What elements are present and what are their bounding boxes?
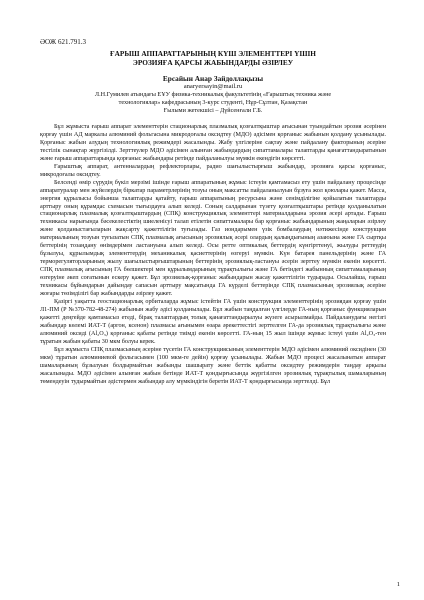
body-paragraph: Белсенді өмір сүрудің бүкіл мерзімі ішінде ғарыш аппаратының жұмыс істеуін қамтамасыз ету үшін пайдалану процесінде аппаратуралар мен жүйелердің біркатар параметрлерінің тозуы оның максатты пайдаланылуын бұзуға жол қоюлары қажет. Масса, энергия құрылысы бойынша талаптарды қатайту, ғарыш аппаратының ресурсына және сенімділігіне қойылатын талаптарды арттыру оның құрамдас схемасын тығыздауға алып келеді. Соның салдарынан түзету қозғалтқыштары ретінде қолданылатын стационарлық плазмалық қозғалтқыштардың (СПҚ) конструкциялық элементтері материалдарына эрозия әсері артады. Ғарыш техникасы нарығында бәсекелестіктің шиеленісуі талап етілетін сипаттамалары бар қорғаныс жабындарының жаңаларын әзірлеу және қолданыстағыларын жақсарту қажеттілігін туғызады. Газ иондарымен үзік бомбалаудың нәтижесінде конструкция материалының тозуын туғызатын СПҚ плазмалық ағысының эрозиялық әсері олардың қалыңдығының азаюына және ГА сыртқы беттерінің тозаңдану өнімдерімен ластануына алып келеді. Осы ретте оптикалық беттердің күнгірттенуі, жылуды реттеудің бұзылуы, құрылымдық элементтердің механикалық қасиеттерінің өзгеруі мүмкін. Күн батарея панельдерінің және ГА терморегуляторларының жылу шағылыстырғыштарының беттерінің эрозиялық-ластануы әсерін зерттеу мүмкін екенін көрсетті. СПҚ плазмалық ағысының ГА бөлшектері мен құрылымдарының тұрақтылығы және ГА бетіндегі жабынның сипаттамаларының өзгеруіне әкеп соғатынын ескеру қажет. Бұл эрозиялық-қорғаныс жабындарын жасау қажеттілігін тудырады. Осылайша, ғарыш техникасы бұйымдарын дайындау сапасын арттыру мақсатында ГА күрделі беттерінде СПҚ плазмасының эрозиялық әсеріне жоғары төзімділігі бар жабындарды әзірлеу қажет. — [40, 179, 386, 298]
body-paragraph: Қазіргі уақытта геостационарлық орбиталарда жұмыс істейтін ГА үшін конструкция элементтерінің эрозиядан қорғау үшін Л1-ПМ (Р №370-782-48-274) жабынын жабу әдісі қолданылады. Бұл жабын таңдалған үлгілерде ГА-ның қорғаныс функцияларын қажетті деңгейде қамтамасыз етеді, бірақ талаптардың толық қанағаттандырылуы жүзеге асырылмайды. Пайдаланудағы негізгі жабындар көлемі ИАТ-Т (аргон, ксенон) плазмасы ағынымен өзара әрекеттестігі зерттелген ГА-да эрозиялық тұрақтылығы және алюминий оксиді (Al₂O₃) қорғаныс қабаты ретінде тиімді екенін көрсетті. ГА-ның 15 жыл ішінде жұмыс істеуі үшін Al₂O₃-тен тұратын жабын қабаты 30 мкм болуы керек. — [40, 298, 386, 345]
author-email: anaryersayin@mail.ru — [183, 83, 243, 90]
paper-body — [40, 124, 386, 386]
scientific-advisor: Ғылыми жетекшісі – Дүйсенғали Г.Б. — [163, 107, 263, 114]
title-line: ҒАРЫШ АППАРАТТАРЫНЫҢ КҮШ ЭЛЕМЕНТТЕРІ ҮШІН — [110, 49, 316, 58]
abstract-paragraph: Бұл жұмыста ғарыш аппарат элементтерін стационарлық плазмалық қозғалтқыштар ағысынан туындайтын эрозия әсерінен қорғау үшін АД маркалы алюминий фольгасына микродоғалы оксидтеу (МДО) әдісімен қорғаныс жабынын қолдану ұсынылады. Қорғаныс жабын алудың технологиялық режимдері жасалынды. Жабу үлгілеріне сақтау және пайдалану факторының әсеріне тестілік сынақтар жүргізілді. Зерттеулер МДО әдісімен алынған жабындардың сипаттамалары талаптарды қанағаттандыратынын және ғарыш аппараттарында қорғаныс жабындары ретінде пайдаланылуы мүмкін екендігін көрсетті. — [40, 124, 386, 162]
udc-code: ӘОЖ 621.791.3 — [40, 38, 86, 46]
affiliation — [40, 91, 386, 107]
body-paragraph: Бұл жұмыста СПҚ плазмасының әсеріне түсетін ГА конструкциясының элементтерін МДО әдісімен алюминий оксидінен (30 мкм) тұратын алюминиевой фольгасымен (100 мкм-ге дейін) қорғау ұсынылады. Жабын МДО процесі жасалынатын аппарат шамаларының бұзылуын болдырмайтын жабынды шашырату және беттік қабатты оксидтеу режимдерін таңдау арқылы жасалынады. МДО әдісімен алынған жабын бетінде ИАТ-Т қондырғысында жүргізілген эрозиялық тұрақтылық шамаларының төмендеуін тудырмайтын әдістермен жабындар алу мүмкіндігін беретін ИАТ-Т қондырғысында зерттелді. Бұл — [40, 346, 386, 385]
title-line: ЭРОЗИЯҒА ҚАРСЫ ЖАБЫНДАРДЫ ӘЗІРЛЕУ — [132, 58, 294, 67]
page-number: 1 — [396, 581, 400, 588]
affiliation-line: технологиялар» кафедрасының 3-курс студенті, Нұр-Сұлтан, Қазақстан — [118, 99, 308, 106]
author-name: Ерсайын Анар Зайдоллақызы — [162, 74, 264, 83]
keywords-paragraph: Ғарыштық аппарат, антенналардың рефлекторлары, радио шағылыстырғыш жабындар, эрозияға қарсы қорғаныс, микродоғалы оксидтеу. — [40, 163, 386, 178]
affiliation-line: Л.Н.Гумилев атындағы ЕҰУ физика-техникалық факультетінің «Ғарыштық техника және — [94, 91, 332, 98]
paper-title — [40, 49, 386, 67]
